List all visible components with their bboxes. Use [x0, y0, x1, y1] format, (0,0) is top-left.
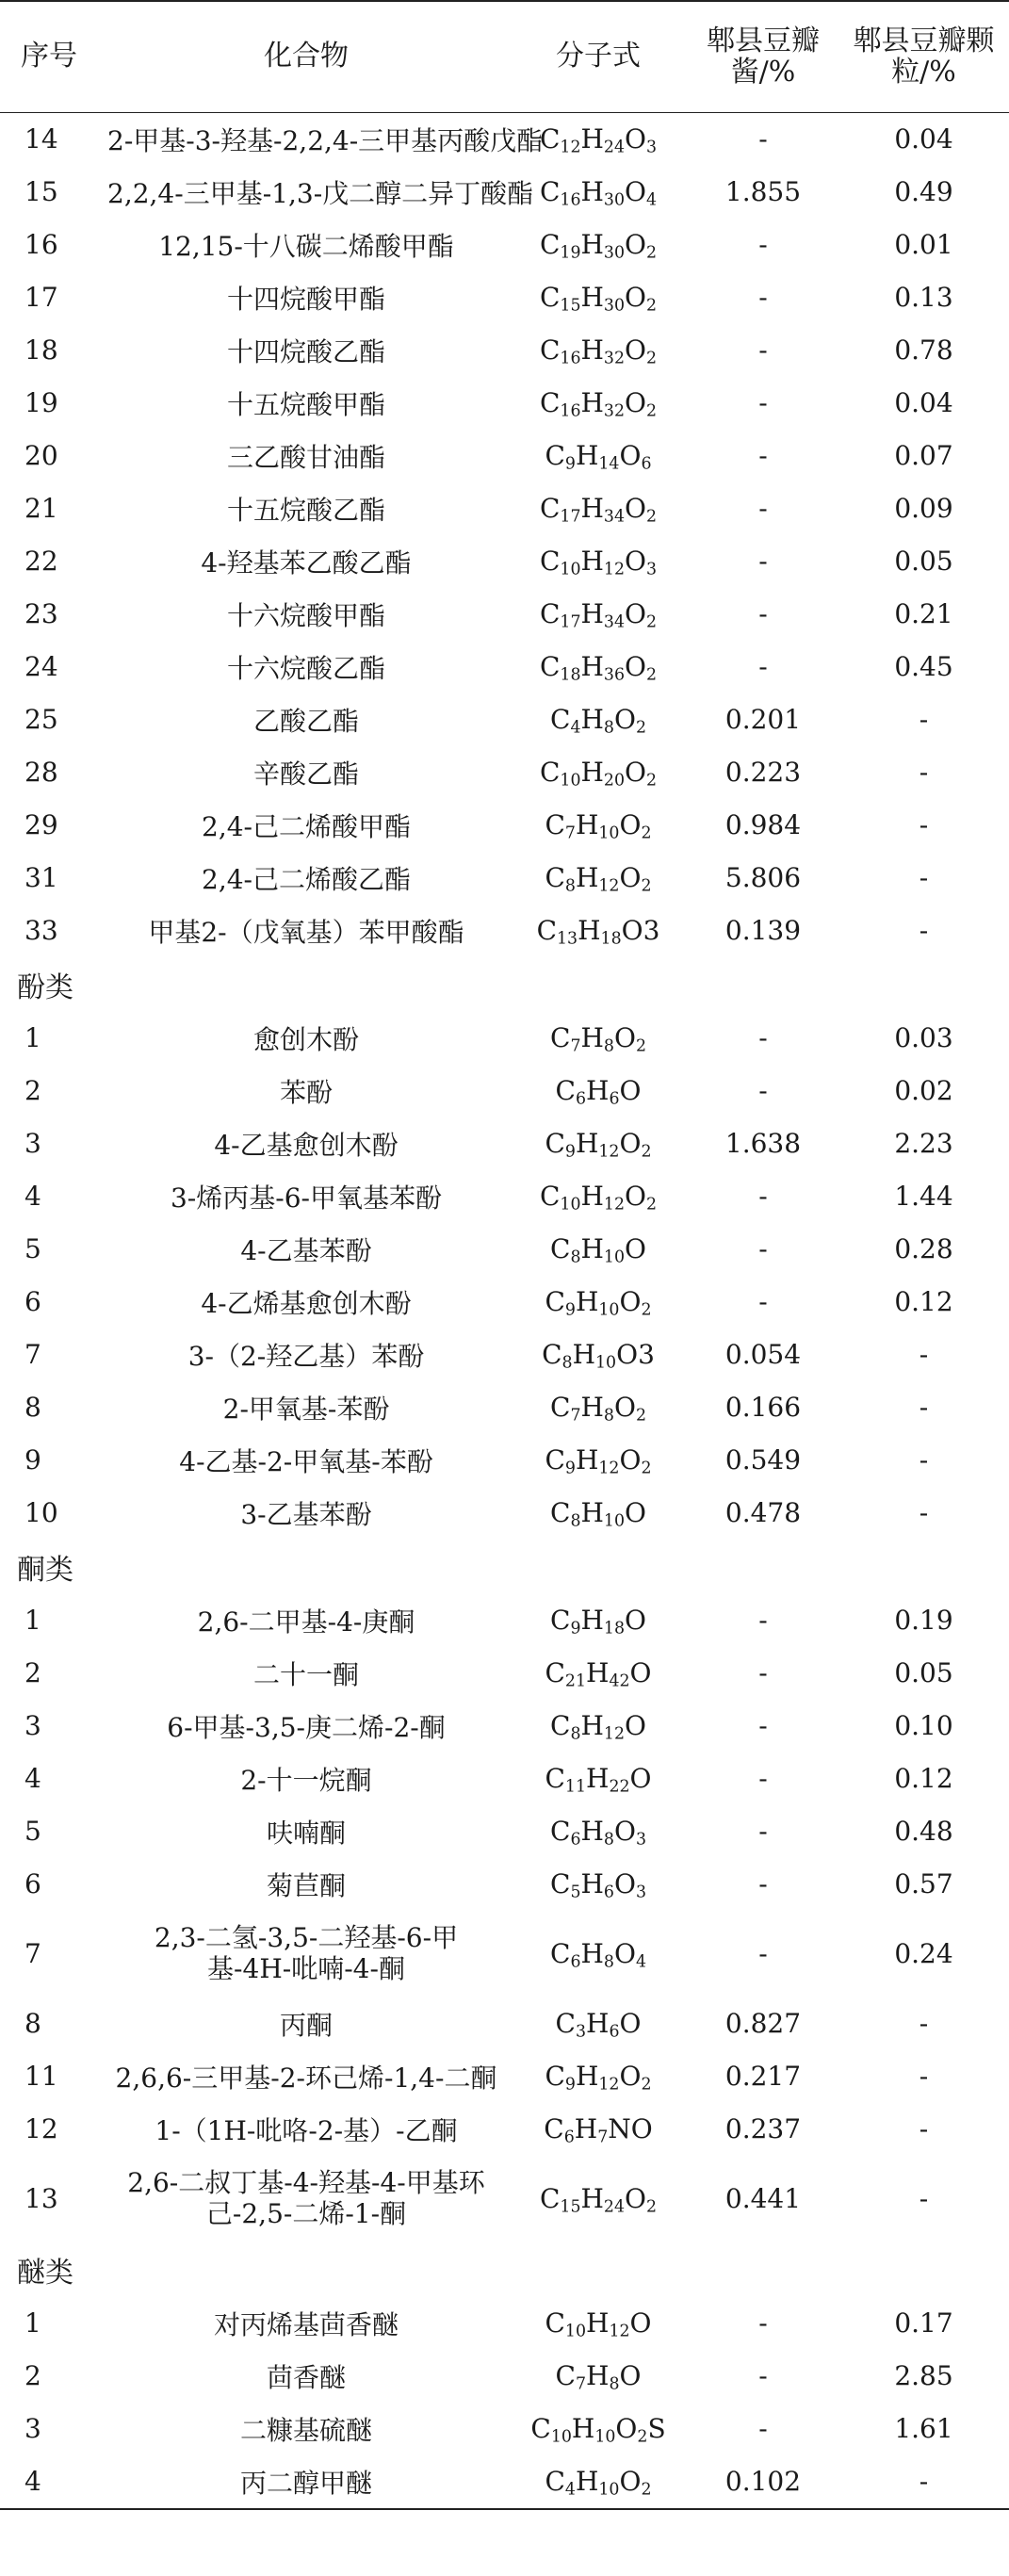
paste-percent: -: [758, 387, 768, 418]
molecular-formula: $C_{11}H_{22}O$: [545, 1763, 652, 1797]
header-row: [0, 1, 1009, 112]
granule-percent: -: [919, 1392, 929, 1423]
molecular-formula: $C_7H_8O$: [555, 2360, 642, 2394]
molecular-formula: $C_5H_6O_3$: [550, 1868, 646, 1902]
paste-percent: -: [758, 282, 768, 313]
paste-percent: -: [758, 1022, 768, 1053]
table-row: [0, 1223, 1009, 1276]
molecular-formula: $C_{16}H_{32}O_2$: [539, 334, 658, 368]
granule-percent: 1.44: [894, 1181, 953, 1212]
granule-percent: 0.03: [894, 1022, 953, 1053]
table-row: [0, 1805, 1009, 1858]
row-index: 20: [24, 440, 58, 471]
molecular-formula: $C_9H_{12}O_2$: [545, 1444, 652, 1478]
molecular-formula: $C_3H_6O$: [555, 2008, 642, 2042]
molecular-formula: $C_{16}H_{32}O_2$: [539, 387, 658, 421]
compound-name: 2-十一烷酮: [240, 1764, 372, 1796]
molecular-formula: $C_8H_{12}O_2$: [545, 862, 652, 896]
table-row: [0, 324, 1009, 377]
row-index: 7: [24, 1339, 41, 1370]
compound-name: 1-（1H-吡咯-2-基）-乙酮: [155, 2114, 458, 2146]
granule-percent: -: [919, 1444, 929, 1475]
molecular-formula: $C_8H_{10}O3$: [542, 1339, 655, 1373]
compound-name: 丙二醇甲醚: [239, 2467, 372, 2499]
category-row: [0, 1540, 1009, 1594]
molecular-formula: $C_4H_8O_2$: [550, 704, 646, 738]
compound-name: 12,15-十八碳二烯酸甲酯: [158, 230, 454, 262]
compound-name: 茴香醚: [266, 2361, 346, 2393]
compound-name: 乙酸乙酯: [252, 705, 359, 737]
table-row: [0, 2156, 1009, 2242]
paste-percent: -: [758, 1868, 768, 1899]
table-row: [0, 535, 1009, 588]
table-row: [0, 1647, 1009, 1700]
compound-name: 2,6-二甲基-4-庚酮: [197, 1606, 415, 1638]
compound-name: 3-（2-羟乙基）苯酚: [187, 1340, 425, 1372]
header-granule: 郫县豆瓣颗粒/%: [853, 24, 995, 90]
granule-percent: 0.12: [894, 1763, 953, 1794]
compound-name: 2,6-二叔丁基-4-羟基-4-甲基环己-2,5-二烯-1-酮: [127, 2167, 485, 2229]
granule-percent: -: [919, 2008, 929, 2039]
compound-name: 4-乙基-2-甲氧基-苯酚: [179, 1445, 433, 1477]
compound-name: 愈创木酚: [252, 1023, 359, 1055]
paste-percent: 5.806: [724, 862, 802, 893]
row-index: 3: [24, 1128, 41, 1159]
molecular-formula: $C_6H_7NO$: [544, 2113, 653, 2147]
table-row: [0, 746, 1009, 799]
paste-percent: -: [758, 2307, 768, 2339]
molecular-formula: $C_{17}H_{34}O_2$: [539, 493, 658, 527]
row-index: 4: [24, 2466, 41, 2497]
compound-name: 对丙烯基茴香醚: [213, 2308, 399, 2340]
table-row: [0, 2350, 1009, 2403]
table-row: [0, 588, 1009, 641]
paste-percent: 0.217: [724, 2061, 802, 2092]
granule-percent: -: [919, 1339, 929, 1370]
table-row: [0, 1329, 1009, 1381]
compound-name: 菊苣酮: [266, 1869, 346, 1901]
paste-percent: 0.984: [724, 809, 802, 840]
granule-percent: 0.45: [894, 651, 953, 682]
header-formula: 分子式: [556, 40, 641, 73]
paste-percent: -: [758, 1286, 768, 1317]
granule-percent: -: [919, 1497, 929, 1528]
compound-name: 3-乙基苯酚: [240, 1498, 372, 1530]
table-header: [0, 1, 1009, 112]
paste-percent: -: [758, 1181, 768, 1212]
granule-percent: 0.28: [894, 1233, 953, 1264]
row-index: 10: [24, 1497, 58, 1528]
row-index: 15: [24, 176, 58, 207]
compound-name: 十五烷酸甲酯: [226, 388, 385, 420]
table-row: [0, 112, 1009, 166]
compound-name: 呋喃酮: [266, 1817, 346, 1849]
category-row: [0, 2242, 1009, 2297]
row-index: 31: [24, 862, 58, 893]
row-index: 17: [24, 282, 58, 313]
paste-percent: 0.139: [724, 915, 802, 946]
row-index: 4: [24, 1181, 41, 1212]
granule-percent: 0.10: [894, 1710, 953, 1741]
table-row: [0, 2050, 1009, 2103]
row-index: 22: [24, 546, 58, 577]
paste-percent: 0.237: [724, 2113, 802, 2144]
paste-percent: -: [758, 440, 768, 471]
table-row: [0, 219, 1009, 271]
molecular-formula: $C_9H_{10}O_2$: [545, 1286, 652, 1320]
paste-percent: 0.441: [724, 2183, 802, 2214]
row-index: 18: [24, 334, 58, 366]
paste-percent: -: [758, 1233, 768, 1264]
granule-percent: -: [919, 862, 929, 893]
row-index: 12: [24, 2113, 58, 2144]
row-index: 1: [24, 1605, 41, 1636]
row-index: 2: [24, 2360, 41, 2391]
row-index: 6: [24, 1868, 41, 1899]
molecular-formula: $C_6H_8O_3$: [550, 1816, 646, 1850]
granule-percent: 0.04: [894, 387, 953, 418]
molecular-formula: $C_7H_8O_2$: [550, 1392, 646, 1426]
granule-percent: -: [919, 757, 929, 788]
granule-percent: 0.57: [894, 1868, 953, 1899]
granule-percent: 0.19: [894, 1605, 953, 1636]
table-row: [0, 1911, 1009, 1997]
molecular-formula: $C_6H_6O$: [555, 1075, 642, 1109]
granule-percent: 2.85: [894, 2360, 953, 2391]
table-row: [0, 271, 1009, 324]
row-index: 19: [24, 387, 58, 418]
molecular-formula: $C_{10}H_{12}O_3$: [539, 546, 658, 579]
paste-percent: -: [758, 2360, 768, 2391]
row-index: 24: [24, 651, 58, 682]
header-index: 序号: [21, 40, 77, 73]
table-row: [0, 1065, 1009, 1117]
granule-percent: -: [919, 915, 929, 946]
table-row: [0, 1434, 1009, 1487]
row-index: 1: [24, 1022, 41, 1053]
molecular-formula: $C_9H_{18}O$: [550, 1605, 646, 1639]
compound-name: 2,4-己二烯酸乙酯: [202, 863, 411, 895]
table-row: [0, 1012, 1009, 1065]
compound-name: 4-乙烯基愈创木酚: [201, 1287, 412, 1319]
compound-name: 甲基2-（戊氧基）苯甲酸酯: [148, 916, 464, 948]
granule-percent: 0.04: [894, 123, 953, 155]
paste-percent: 0.054: [724, 1339, 802, 1370]
granule-percent: 0.24: [894, 1938, 953, 1969]
row-index: 8: [24, 2008, 41, 2039]
table-row: [0, 2297, 1009, 2350]
row-index: 2: [24, 1075, 41, 1106]
paste-percent: 0.223: [724, 757, 802, 788]
table-row: [0, 1381, 1009, 1434]
paste-percent: -: [758, 2413, 768, 2444]
molecular-formula: $C_8H_{10}O$: [550, 1497, 646, 1531]
molecular-formula: $C_{21}H_{42}O$: [545, 1657, 652, 1691]
paste-percent: -: [758, 1938, 768, 1969]
row-index: 1: [24, 2307, 41, 2339]
paste-percent: 0.478: [724, 1497, 802, 1528]
granule-percent: 0.05: [894, 546, 953, 577]
compound-name: 苯酚: [279, 1076, 333, 1108]
compound-name: 4-乙基愈创木酚: [214, 1129, 399, 1161]
compound-name: 3-烯丙基-6-甲氧基苯酚: [170, 1182, 442, 1214]
compound-name: 十四烷酸乙酯: [226, 335, 385, 367]
row-index: 29: [24, 809, 58, 840]
paste-percent: -: [758, 1075, 768, 1106]
row-index: 13: [24, 2183, 58, 2214]
molecular-formula: $C_{15}H_{24}O_2$: [539, 2183, 658, 2217]
table-row: [0, 377, 1009, 430]
row-index: 21: [24, 493, 58, 524]
molecular-formula: $C_7H_{10}O_2$: [545, 809, 652, 843]
compound-name: 2-甲氧基-苯酚: [222, 1393, 390, 1425]
table-row: [0, 1997, 1009, 2050]
row-index: 8: [24, 1392, 41, 1423]
granule-percent: 0.17: [894, 2307, 953, 2339]
table-row: [0, 1753, 1009, 1805]
granule-percent: 0.48: [894, 1816, 953, 1847]
table-row: [0, 1594, 1009, 1647]
molecular-formula: $C_{13}H_{18}O3$: [536, 915, 660, 949]
paste-percent: 0.102: [724, 2466, 802, 2497]
molecular-formula: $C_{10}H_{20}O_2$: [539, 757, 658, 791]
row-index: 33: [24, 915, 58, 946]
table-row: [0, 1276, 1009, 1329]
table-row: [0, 1487, 1009, 1540]
table-row: [0, 1858, 1009, 1911]
molecular-formula: $C_{15}H_{30}O_2$: [539, 282, 658, 316]
molecular-formula: $C_{16}H_{30}O_4$: [539, 176, 658, 210]
table-row: [0, 430, 1009, 482]
compound-name: 二十一酮: [252, 1658, 359, 1690]
row-index: 5: [24, 1233, 41, 1264]
granule-percent: -: [919, 704, 929, 735]
paste-percent: -: [758, 229, 768, 260]
paste-percent: 0.827: [724, 2008, 802, 2039]
compound-name: 十六烷酸乙酯: [226, 652, 385, 684]
row-index: 7: [24, 1938, 41, 1969]
category-label: 酮类: [17, 1553, 73, 1587]
table-row: [0, 905, 1009, 957]
granule-percent: 0.49: [894, 176, 953, 207]
granule-percent: 0.09: [894, 493, 953, 524]
molecular-formula: $C_4H_{10}O_2$: [545, 2466, 652, 2500]
compound-name: 二糠基硫醚: [239, 2414, 372, 2446]
granule-percent: 0.02: [894, 1075, 953, 1106]
molecular-formula: $C_9H_{12}O_2$: [545, 2061, 652, 2095]
granule-percent: 0.05: [894, 1657, 953, 1688]
granule-percent: 1.61: [894, 2413, 953, 2444]
category-label: 醚类: [17, 2256, 73, 2290]
table-row: [0, 1700, 1009, 1753]
category-label: 酚类: [17, 970, 73, 1004]
granule-percent: 0.21: [894, 598, 953, 629]
molecular-formula: $C_{12}H_{24}O_3$: [539, 123, 658, 157]
paste-percent: -: [758, 546, 768, 577]
table-row: [0, 2103, 1009, 2156]
table-row: [0, 2403, 1009, 2455]
table-row: [0, 166, 1009, 219]
table-row: [0, 799, 1009, 852]
row-index: 6: [24, 1286, 41, 1317]
paste-percent: 1.855: [724, 176, 802, 207]
table-row: [0, 1117, 1009, 1170]
molecular-formula: $C_{10}H_{12}O$: [545, 2307, 652, 2341]
paste-percent: -: [758, 123, 768, 155]
row-index: 9: [24, 1444, 41, 1475]
molecular-formula: $C_{18}H_{36}O_2$: [539, 651, 658, 685]
paste-percent: 0.549: [724, 1444, 802, 1475]
molecular-formula: $C_8H_{12}O$: [550, 1710, 646, 1744]
molecular-formula: $C_7H_8O_2$: [550, 1022, 646, 1056]
compound-name: 2-甲基-3-羟基-2,2,4-三甲基丙酸戊酯: [107, 124, 544, 156]
paste-percent: -: [758, 1710, 768, 1741]
paste-percent: 0.166: [724, 1392, 802, 1423]
compound-name: 十六烷酸甲酯: [226, 599, 385, 631]
table-row: [0, 2455, 1009, 2509]
granule-percent: -: [919, 2466, 929, 2497]
granule-percent: 0.78: [894, 334, 953, 366]
granule-percent: 0.13: [894, 282, 953, 313]
paste-percent: 0.201: [724, 704, 802, 735]
compound-name: 4-乙基苯酚: [240, 1234, 372, 1266]
granule-percent: 0.07: [894, 440, 953, 471]
compound-name: 十四烷酸甲酯: [226, 283, 385, 315]
header-compound: 化合物: [264, 40, 349, 73]
granule-percent: -: [919, 2113, 929, 2144]
compound-name: 三乙酸甘油酯: [226, 441, 385, 473]
header-paste: 郫县豆瓣酱/%: [707, 24, 820, 90]
compound-name: 6-甲基-3,5-庚二烯-2-酮: [167, 1711, 446, 1743]
table-row: [0, 482, 1009, 535]
row-index: 16: [24, 229, 58, 260]
row-index: 25: [24, 704, 58, 735]
row-index: 5: [24, 1816, 41, 1847]
row-index: 23: [24, 598, 58, 629]
compound-name: 十五烷酸乙酯: [226, 494, 385, 526]
table-body: [0, 112, 1009, 2509]
granule-percent: -: [919, 809, 929, 840]
compound-name: 辛酸乙酯: [252, 758, 359, 790]
row-index: 3: [24, 1710, 41, 1741]
molecular-formula: $C_{17}H_{34}O_2$: [539, 598, 658, 632]
compound-name: 2,3-二氢-3,5-二羟基-6-甲基-4H-吡喃-4-酮: [154, 1922, 459, 1984]
paste-percent: -: [758, 1816, 768, 1847]
compound-name: 2,6,6-三甲基-2-环己烯-1,4-二酮: [115, 2062, 497, 2094]
molecular-formula: $C_9H_{12}O_2$: [545, 1128, 652, 1162]
paste-percent: -: [758, 1657, 768, 1688]
granule-percent: -: [919, 2183, 929, 2214]
molecular-formula: $C_{19}H_{30}O_2$: [539, 229, 658, 263]
paste-percent: 1.638: [724, 1128, 802, 1159]
compound-name: 丙酮: [279, 2009, 333, 2041]
granule-percent: 0.12: [894, 1286, 953, 1317]
granule-percent: 0.01: [894, 229, 953, 260]
molecular-formula: $C_8H_{10}O$: [550, 1233, 646, 1267]
paste-percent: -: [758, 1763, 768, 1794]
paste-percent: -: [758, 1605, 768, 1636]
molecular-formula: $C_6H_8O_4$: [550, 1938, 646, 1972]
row-index: 4: [24, 1763, 41, 1794]
molecular-formula: $C_9H_{14}O_6$: [545, 440, 652, 474]
paste-percent: -: [758, 651, 768, 682]
paste-percent: -: [758, 598, 768, 629]
molecular-formula: $C_{10}H_{12}O_2$: [539, 1181, 658, 1215]
compound-name: 2,4-己二烯酸甲酯: [202, 810, 411, 842]
row-index: 11: [24, 2061, 58, 2092]
table-row: [0, 641, 1009, 693]
row-index: 3: [24, 2413, 41, 2444]
compound-name: 2,2,4-三甲基-1,3-戊二醇二异丁酸酯: [107, 177, 534, 209]
compound-name: 4-羟基苯乙酸乙酯: [201, 546, 412, 579]
row-index: 2: [24, 1657, 41, 1688]
paste-percent: -: [758, 493, 768, 524]
table-row: [0, 1170, 1009, 1223]
table-row: [0, 693, 1009, 746]
table-row: [0, 852, 1009, 905]
molecular-formula: $C_{10}H_{10}O_2S$: [530, 2413, 666, 2447]
row-index: 28: [24, 757, 58, 788]
granule-percent: 2.23: [894, 1128, 953, 1159]
paste-percent: -: [758, 334, 768, 366]
granule-percent: -: [919, 2061, 929, 2092]
row-index: 14: [24, 123, 58, 155]
category-row: [0, 957, 1009, 1012]
